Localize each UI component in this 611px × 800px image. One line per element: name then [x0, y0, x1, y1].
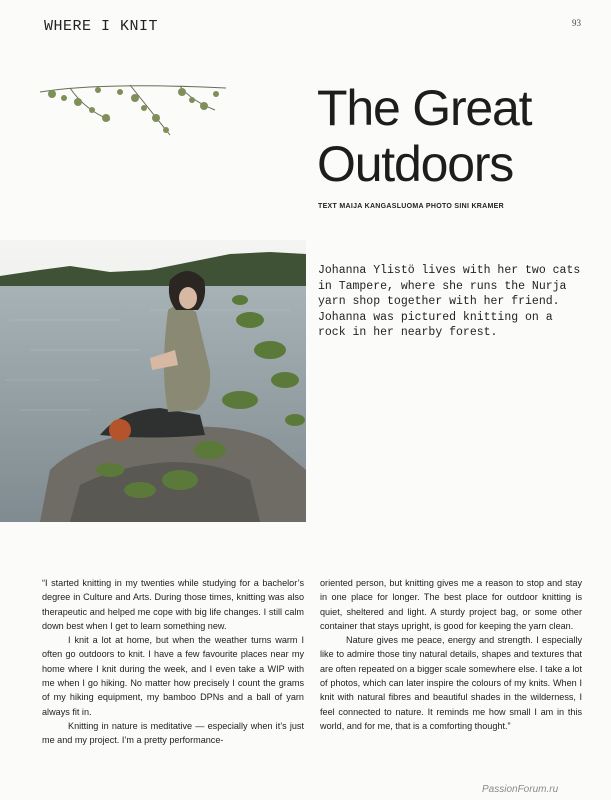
title-line-2: Outdoors	[317, 136, 514, 192]
title-line-1: The Great	[317, 80, 532, 136]
pine-branch-photo	[40, 80, 226, 150]
body-paragraph: I knit a lot at home, but when the weather turns warm I often go outdoors to knit. I have a few favourite places near my home where I knit during the week, and I even take a WIP with me when I go hiking. No matter how precisely I count the grams of my hiking equipment, my bamboo DPNs and a ball of yarn always fit in.	[42, 635, 304, 717]
body-column-right	[320, 576, 582, 733]
body-paragraph: Knitting in nature is meditative — especially when it’s just me and my project. I’m a pretty performance-	[42, 720, 304, 746]
body-paragraph: Nature gives me peace, energy and strength. I especially like to admire those tiny natural details, shapes and textures that are often repeated on a bigger scale somewhere else. I take a lot of photos, which can later inspire the colours of my knits. When I knit with natural fibres and beautiful shades in the wilderness, I feel connected to nature. It reminds me how small I am in this world, and for me, that is a comforting thought.”	[320, 635, 582, 731]
watermark: PassionForum.ru	[482, 784, 559, 795]
body-column-left	[42, 576, 304, 748]
section-label: WHERE I KNIT	[44, 18, 159, 35]
article-credit: TEXT MAIJA KANGASLUOMA PHOTO SINI KRAMER	[318, 203, 504, 210]
page-title	[317, 80, 531, 192]
body-paragraph: “I started knitting in my twenties while studying for a bachelor’s degree in Culture and Arts. During those times, knitting was also therapeutic and helped me cope with big life changes. I still calm down best when I get to learn something new.	[42, 578, 304, 631]
body-paragraph: oriented person, but knitting gives me a reason to stop and stay in one place for longer. The best place for outdoor knitting is quiet, sheltered and light. A sturdy project bag, or some other container that stays upright, is good for keeping the yarn clean.	[320, 578, 582, 631]
intro-text: Johanna Ylistö lives with her two cats in Tampere, where she runs the Nurja yarn shop together with her friend. Johanna was pictured knitting on a rock in her nearby forest.	[318, 264, 581, 340]
page-number: 93	[572, 18, 581, 28]
knitting-by-lake-photo	[0, 240, 306, 522]
